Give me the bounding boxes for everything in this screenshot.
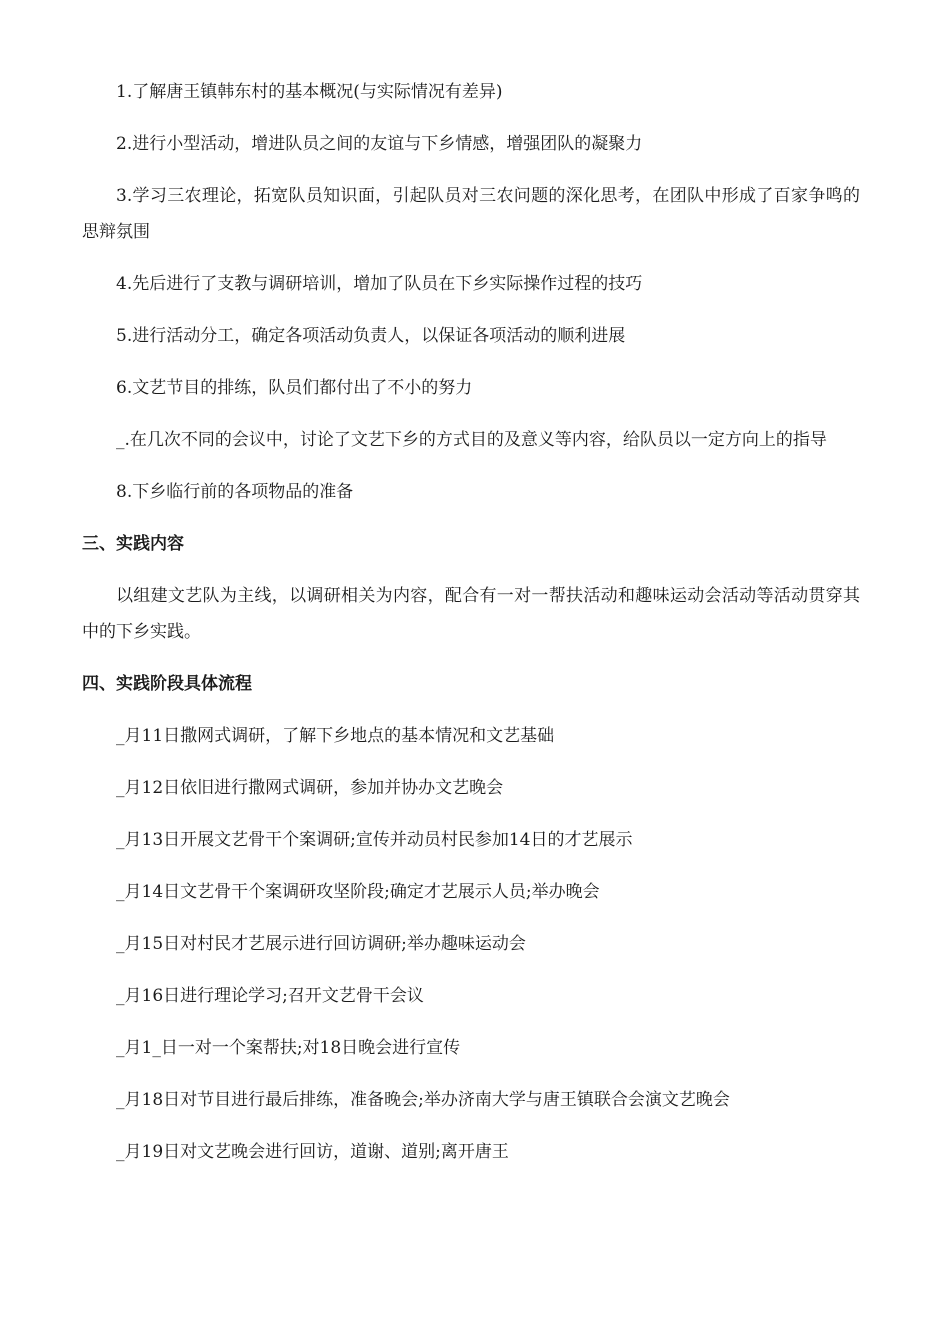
schedule-item: _月16日进行理论学习;召开文艺骨干会议 bbox=[116, 986, 424, 1006]
schedule-item: _月11日撒网式调研，了解下乡地点的基本情况和文艺基础 bbox=[116, 726, 555, 746]
prep-item-4: 4.先后进行了支教与调研培训，增加了队员在下乡实际操作过程的技巧 bbox=[116, 274, 643, 294]
schedule-item: _月12日依旧进行撒网式调研，参加并协办文艺晚会 bbox=[116, 778, 504, 798]
prep-item-2: 2.进行小型活动，增进队员之间的友谊与下乡情感，增强团队的凝聚力 bbox=[116, 134, 643, 154]
schedule-item: _月19日对文艺晚会进行回访，道谢、道别;离开唐王 bbox=[116, 1142, 509, 1162]
prep-item-7: _.在几次不同的会议中，讨论了文艺下乡的方式目的及意义等内容，给队员以一定方向上的指导 bbox=[116, 430, 827, 450]
prep-item-3: 3.学习三农理论，拓宽队员知识面，引起队员对三农问题的深化思考，在团队中形成了百家争鸣的思辩氛围 bbox=[82, 186, 860, 242]
schedule-item: _月15日对村民才艺展示进行回访调研;举办趣味运动会 bbox=[116, 934, 526, 954]
schedule-item: _月13日开展文艺骨干个案调研;宣传并动员村民参加14日的才艺展示 bbox=[116, 830, 633, 850]
prep-item-5: 5.进行活动分工，确定各项活动负责人，以保证各项活动的顺利进展 bbox=[116, 326, 626, 346]
section-body-practice-content: 以组建文艺队为主线，以调研相关为内容，配合有一对一帮扶活动和趣味运动会活动等活动贯穿其中的下乡实践。 bbox=[82, 586, 860, 642]
schedule-item: _月1_日一对一个案帮扶;对18日晚会进行宣传 bbox=[116, 1038, 461, 1058]
schedule-item: _月14日文艺骨干个案调研攻坚阶段;确定才艺展示人员;举办晚会 bbox=[116, 882, 600, 902]
schedule-item: _月18日对节目进行最后排练，准备晚会;举办济南大学与唐王镇联合会演文艺晚会 bbox=[116, 1090, 730, 1110]
prep-item-6: 6.文艺节目的排练，队员们都付出了不小的努力 bbox=[116, 378, 473, 398]
prep-item-1: 1.了解唐王镇韩东村的基本概况(与实际情况有差异) bbox=[116, 82, 503, 102]
section-heading-practice-content: 三、实践内容 bbox=[82, 534, 184, 554]
document-body bbox=[82, 74, 860, 1186]
prep-item-8: 8.下乡临行前的各项物品的准备 bbox=[116, 482, 354, 502]
section-heading-practice-process: 四、实践阶段具体流程 bbox=[82, 674, 252, 694]
